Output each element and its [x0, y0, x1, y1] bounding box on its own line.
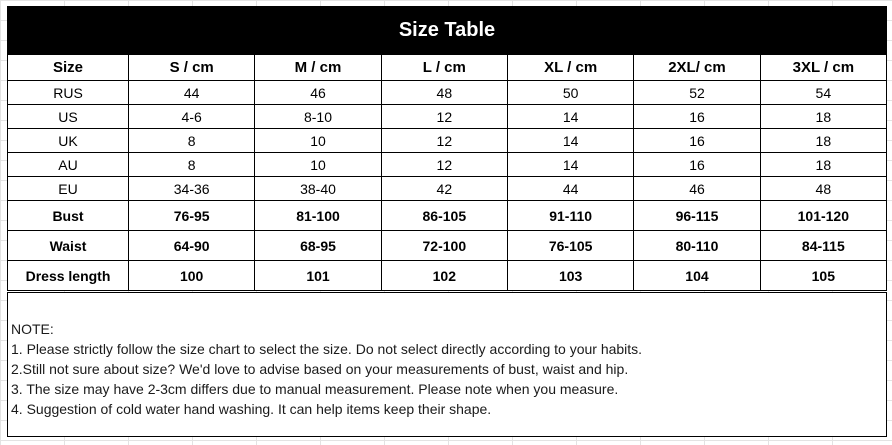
- table-cell: 54: [760, 81, 886, 105]
- note-line-3: 3. The size may have 2-3cm differs due to manual measurement. Please note when you measure.: [11, 381, 619, 397]
- table-cell: 10: [255, 129, 381, 153]
- table-cell: 34-36: [129, 177, 255, 201]
- table-cell: 16: [634, 153, 760, 177]
- table-cell: 18: [760, 153, 886, 177]
- table-row-bust: [8, 201, 887, 231]
- notes-heading: NOTE:: [11, 321, 54, 337]
- table-cell: 12: [381, 129, 507, 153]
- table-cell: 14: [507, 129, 633, 153]
- table-row-rus: [8, 81, 887, 105]
- row-label: Waist: [8, 231, 129, 261]
- table-cell: 12: [381, 153, 507, 177]
- header-cell-xl: XL / cm: [507, 55, 633, 81]
- table-cell: 8: [129, 153, 255, 177]
- row-label: RUS: [8, 81, 129, 105]
- table-cell: 10: [255, 153, 381, 177]
- row-label: AU: [8, 153, 129, 177]
- notes-box: [7, 292, 887, 437]
- table-cell: 101: [255, 261, 381, 291]
- table-cell: 72-100: [381, 231, 507, 261]
- table-row-dress-length: [8, 261, 887, 291]
- size-table: [7, 54, 887, 291]
- header-cell-s: S / cm: [129, 55, 255, 81]
- table-cell: 48: [381, 81, 507, 105]
- table-cell: 81-100: [255, 201, 381, 231]
- table-cell: 16: [634, 105, 760, 129]
- table-cell: 86-105: [381, 201, 507, 231]
- table-cell: 103: [507, 261, 633, 291]
- table-cell: 16: [634, 129, 760, 153]
- table-row-eu: [8, 177, 887, 201]
- table-cell: 8-10: [255, 105, 381, 129]
- table-cell: 46: [634, 177, 760, 201]
- table-cell: 102: [381, 261, 507, 291]
- header-cell-2xl: 2XL/ cm: [634, 55, 760, 81]
- row-label: US: [8, 105, 129, 129]
- table-cell: 42: [381, 177, 507, 201]
- header-cell-size: Size: [8, 55, 129, 81]
- table-cell: 12: [381, 105, 507, 129]
- table-cell: 68-95: [255, 231, 381, 261]
- header-cell-l: L / cm: [381, 55, 507, 81]
- table-cell: 44: [129, 81, 255, 105]
- table-cell: 91-110: [507, 201, 633, 231]
- table-cell: 44: [507, 177, 633, 201]
- note-line-4: 4. Suggestion of cold water hand washing. It can help items keep their shape.: [11, 401, 492, 417]
- table-cell: 104: [634, 261, 760, 291]
- table-cell: 14: [507, 153, 633, 177]
- table-row-au: [8, 153, 887, 177]
- table-cell: 46: [255, 81, 381, 105]
- table-cell: 50: [507, 81, 633, 105]
- table-cell: 48: [760, 177, 886, 201]
- table-row-uk: [8, 129, 887, 153]
- note-line-1: 1. Please strictly follow the size chart to select the size. Do not select directly according to your habits.: [11, 341, 643, 357]
- table-cell: 64-90: [129, 231, 255, 261]
- table-cell: 38-40: [255, 177, 381, 201]
- table-cell: 4-6: [129, 105, 255, 129]
- header-cell-3xl: 3XL / cm: [760, 55, 886, 81]
- table-cell: 80-110: [634, 231, 760, 261]
- header-row: [8, 55, 887, 81]
- table-cell: 52: [634, 81, 760, 105]
- note-line-2: 2.Still not sure about size? We'd love to advise based on your measurements of bust, waist and hip.: [11, 361, 629, 377]
- table-cell: 18: [760, 129, 886, 153]
- row-label: Bust: [8, 201, 129, 231]
- size-table-title: Size Table: [7, 6, 887, 54]
- row-label: Dress length: [8, 261, 129, 291]
- table-cell: 14: [507, 105, 633, 129]
- row-label: UK: [8, 129, 129, 153]
- table-row-us: [8, 105, 887, 129]
- header-cell-m: M / cm: [255, 55, 381, 81]
- table-cell: 8: [129, 129, 255, 153]
- table-row-waist: [8, 231, 887, 261]
- table-cell: 76-105: [507, 231, 633, 261]
- table-cell: 18: [760, 105, 886, 129]
- size-table-container: [7, 6, 887, 291]
- table-cell: 76-95: [129, 201, 255, 231]
- table-cell: 105: [760, 261, 886, 291]
- table-cell: 84-115: [760, 231, 886, 261]
- table-cell: 101-120: [760, 201, 886, 231]
- row-label: EU: [8, 177, 129, 201]
- table-cell: 96-115: [634, 201, 760, 231]
- table-cell: 100: [129, 261, 255, 291]
